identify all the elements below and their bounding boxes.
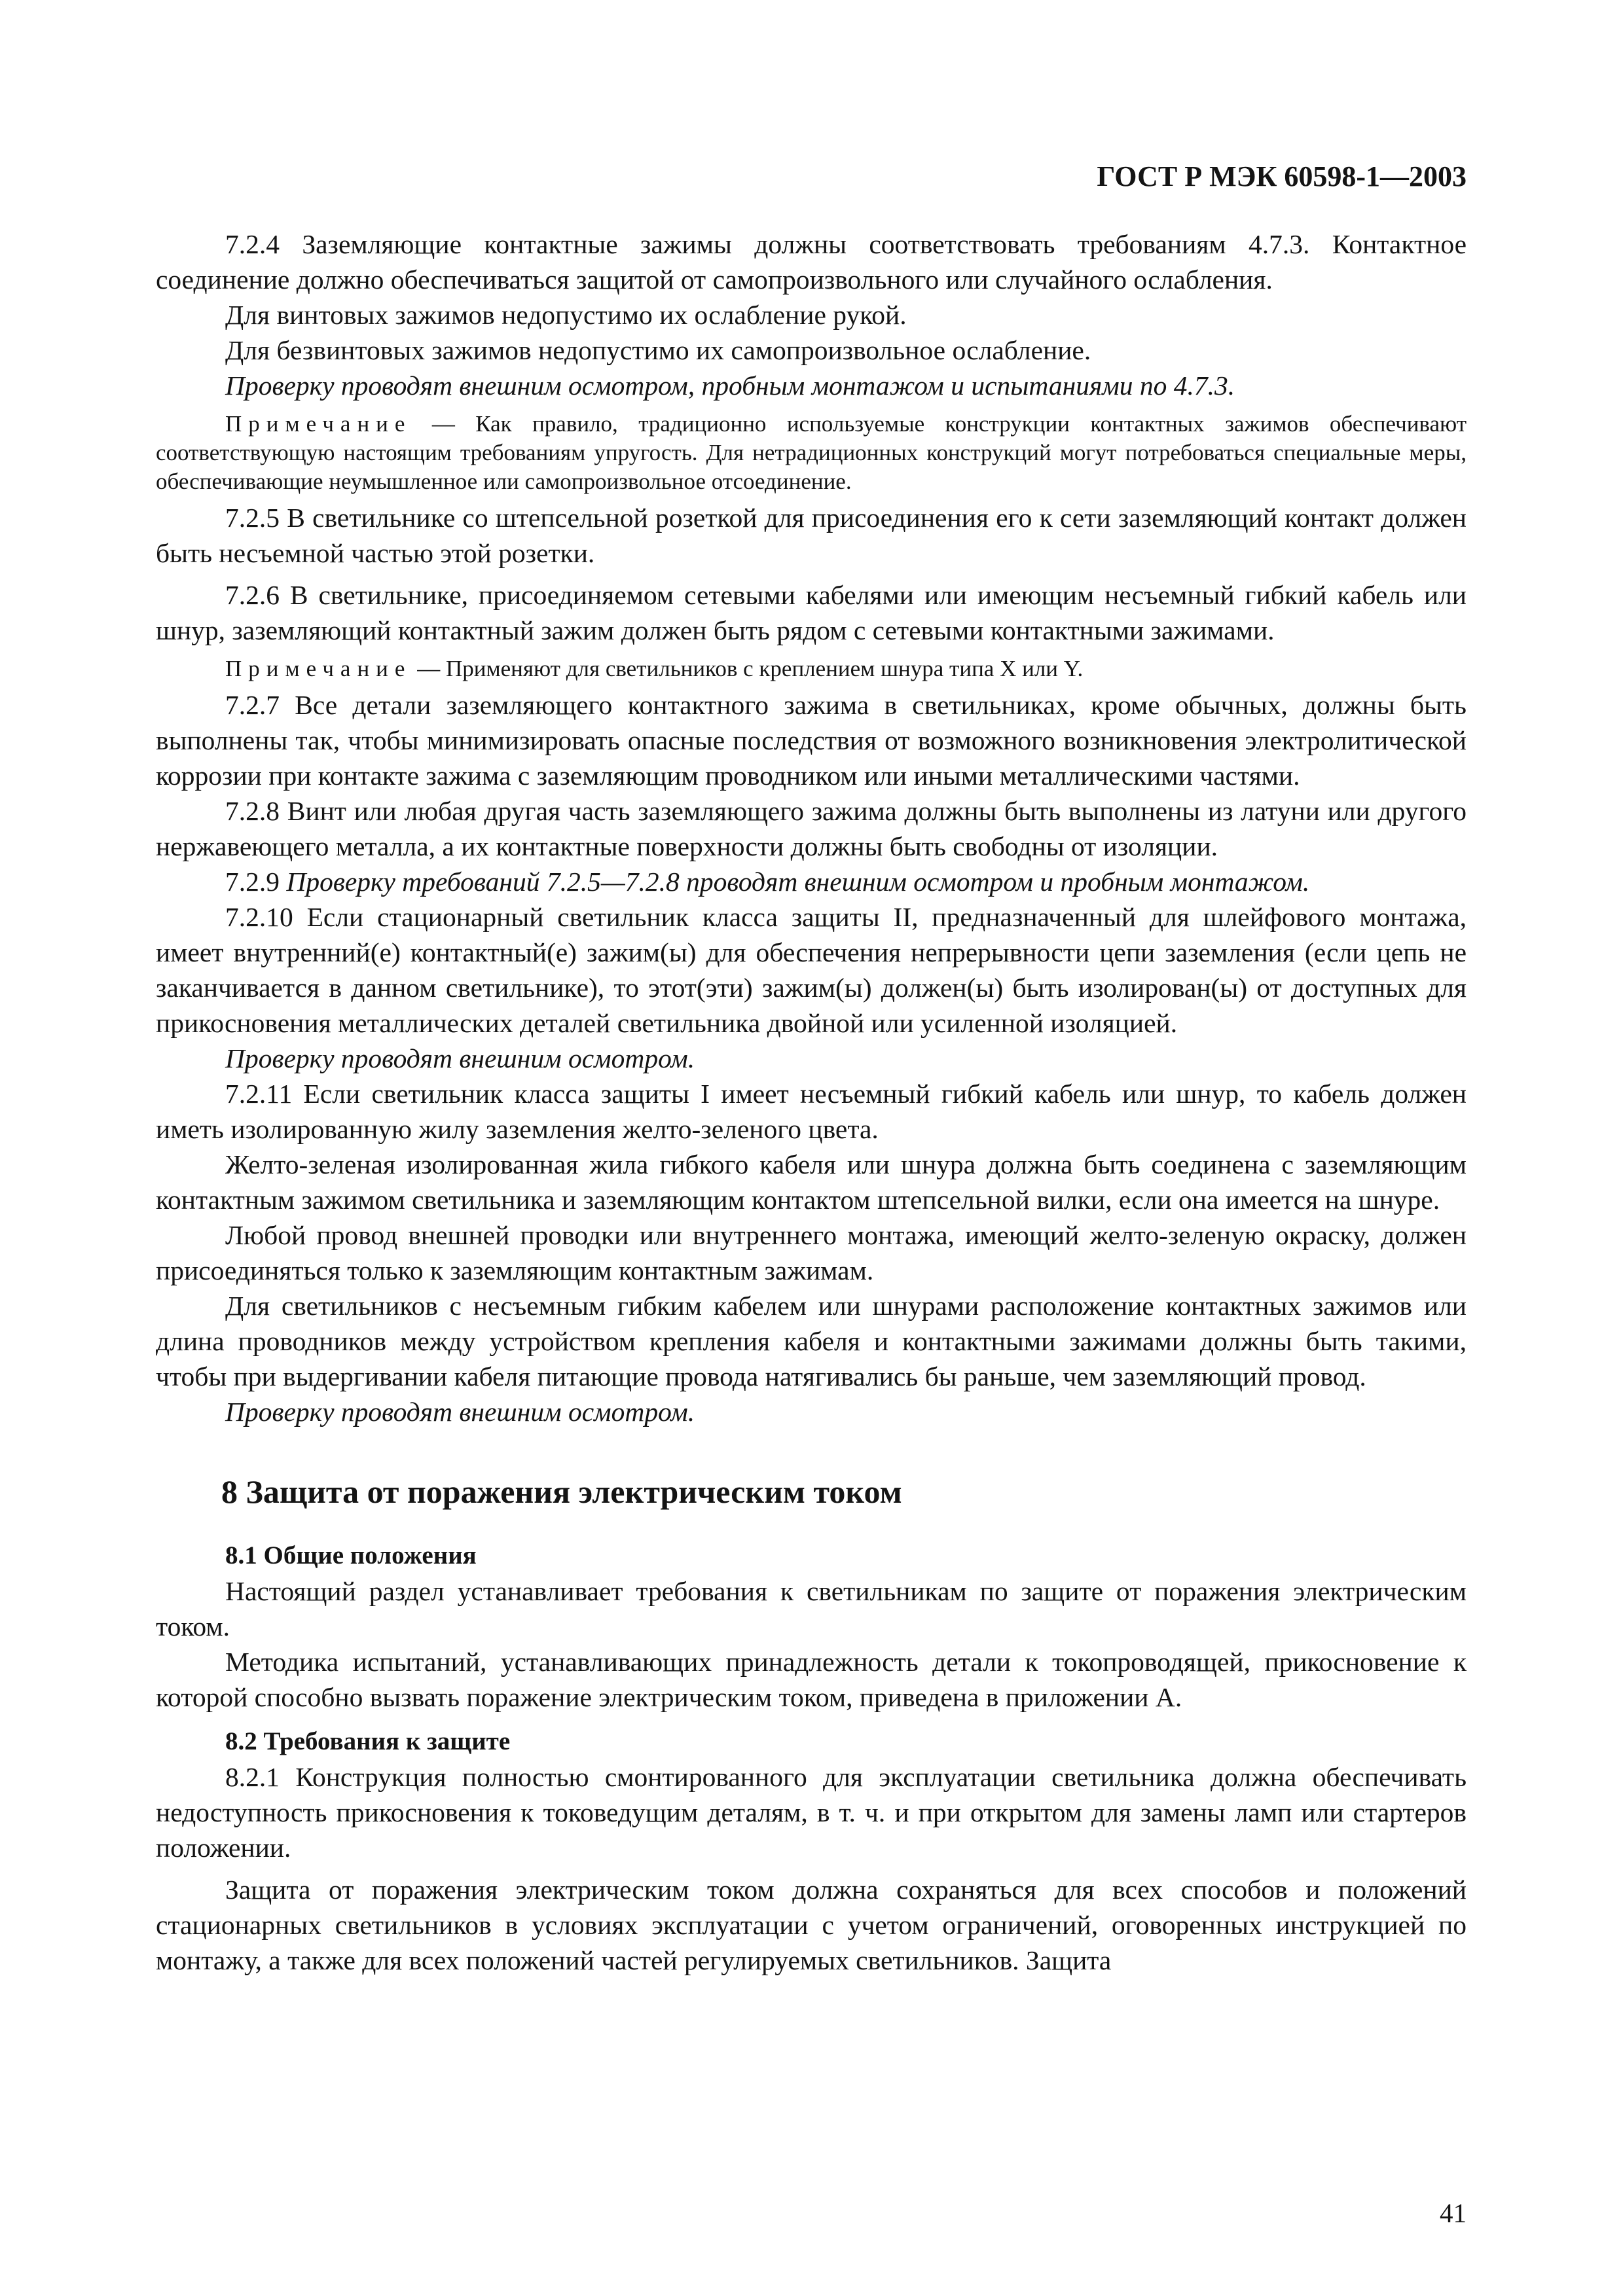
paragraph-7-2-7: 7.2.7 Все детали заземляющего контактного зажима в светильниках, кроме обычных, должны быть выполнены так, чтобы минимизировать опасные последствия от возможного возникновения электролитической коррозии при контакте зажима с заземляющим проводником или иными металлическими частями. (156, 690, 1467, 791)
paragraph-check-7-2-4: Проверку проводят внешним осмотром, пробным монтажом и испытаниями по 4.7.3. (225, 370, 1235, 401)
note-7-2-4 (156, 410, 1467, 496)
paragraph-check-7-2-10: Проверку проводят внешним осмотром. (225, 1043, 695, 1073)
note-7-2-6 (156, 655, 1467, 683)
paragraph-8-1-method: Методика испытаний, устанавливающих принадлежность детали к токопроводящей, прикосновение к которой способно вызвать поражение электрическим током, приведена в приложении А. (156, 1647, 1467, 1712)
paragraph-yellow-green-core: Желто-зеленая изолированная жила гибкого кабеля или шнура должна быть соединена с заземляющим контактным зажимом светильника и заземляющим контактом штепсельной вилки, если она имеется на шнуре. (156, 1149, 1467, 1215)
paragraph-screwless-terminals: Для безвинтовых зажимов недопустимо их самопроизвольное ослабление. (225, 335, 1091, 365)
note-label: Примечание (225, 411, 412, 437)
paragraph-8-2-1: 8.2.1 Конструкция полностью смонтированного для эксплуатации светильника должна обеспечивать недоступность прикосновения к токоведущим деталям, в т. ч. и при открытом для замены ламп или стартеров положении. (156, 1762, 1467, 1863)
paragraph-yellow-green-wire: Любой провод внешней проводки или внутреннего монтажа, имеющий желто-зеленую окраску, должен присоединяться только к заземляющим контактным зажимам. (156, 1220, 1467, 1285)
body-text (156, 226, 1467, 1978)
paragraph-check-7-2-11: Проверку проводят внешним осмотром. (225, 1397, 695, 1427)
note-label: Примечание (225, 656, 412, 681)
paragraph-screw-terminals: Для винтовых зажимов недопустимо их ослабление рукой. (225, 300, 907, 330)
subsection-8-1-heading: 8.1 Общие положения (225, 1541, 477, 1570)
paragraph-8-1-scope: Настоящий раздел устанавливает требования к светильникам по защите от поражения электрическим током. (156, 1576, 1467, 1641)
paragraph-7-2-5: 7.2.5 В светильнике со штепсельной розеткой для присоединения его к сети заземляющий контакт должен быть несъемной частью этой розетки. (156, 503, 1467, 568)
paragraph-text: Проверку требований 7.2.5—7.2.8 проводят внешним осмотром и пробным монтажом. (286, 867, 1310, 897)
standard-header: ГОСТ Р МЭК 60598-1—2003 (1097, 160, 1467, 192)
paragraph-7-2-11: 7.2.11 Если светильник класса защиты I имеет несъемный гибкий кабель или шнур, то кабель должен иметь изолированную жилу заземления желто-зеленого цвета. (156, 1079, 1467, 1144)
paragraph-number: 7.2.9 (225, 867, 287, 897)
paragraph-7-2-10: 7.2.10 Если стационарный светильник класса защиты II, предназначенный для шлейфового монтажа, имеет внутренний(е) контактный(е) зажим(ы) для обеспечения непрерывности цепи заземления (если цепь не заканчивается в данном светильнике), то этот(эти) зажим(ы) должен(ы) быть изолирован(ы) от доступных для прикосновения металлических деталей светильника двойной или усиленной изоляцией. (156, 902, 1467, 1038)
paragraph-7-2-4: 7.2.4 Заземляющие контактные зажимы должны соответствовать требованиям 4.7.3. Контактное соединение должно обеспечиваться защитой от самопроизвольного или случайного ослабления. (156, 229, 1467, 295)
note-text: — Как правило, традиционно используемые конструкции контактных зажимов обеспечивают соответствующую настоящим требованиям упругость. Для нетрадиционных конструкций могут потребоваться специальные меры, обеспечивающие неумышленное или самопроизвольное отсоединение. (156, 411, 1467, 494)
note-text: — Применяют для светильников с креплением шнура типа X или Y. (417, 656, 1084, 681)
paragraph-7-2-6: 7.2.6 В светильнике, присоединяемом сетевыми кабелями или имеющим несъемный гибкий кабель или шнур, заземляющий контактный зажим должен быть рядом с сетевыми контактными зажимами. (156, 580, 1467, 645)
document-page (156, 157, 1467, 2238)
paragraph-detachable-cables: Для светильников с несъемным гибким кабелем или шнурами расположение контактных зажимов или длина проводников между устройством крепления кабеля и контактными зажимами должны быть такими, чтобы при выдергивании кабеля питающие провода натягивались бы раньше, чем заземляющий провод. (156, 1291, 1467, 1391)
paragraph-7-2-9 (156, 864, 1467, 899)
subsection-8-2-heading: 8.2 Требования к защите (225, 1727, 511, 1755)
paragraph-7-2-8: 7.2.8 Винт или любая другая часть заземляющего зажима должны быть выполнены из латуни или другого нержавеющего металла, а их контактные поверхности должны быть свободны от изоляции. (156, 796, 1467, 861)
paragraph-protection-positions: Защита от поражения электрическим током должна сохраняться для всех способов и положений стационарных светильников в условиях эксплуатации с учетом ограничений, оговоренных инструкцией по монтажу, а также для всех положений частей регулируемых светильников. Защита (156, 1874, 1467, 1975)
section-8-heading: 8 Защита от поражения электрическим током (221, 1473, 902, 1510)
page-number: 41 (1440, 2198, 1467, 2228)
